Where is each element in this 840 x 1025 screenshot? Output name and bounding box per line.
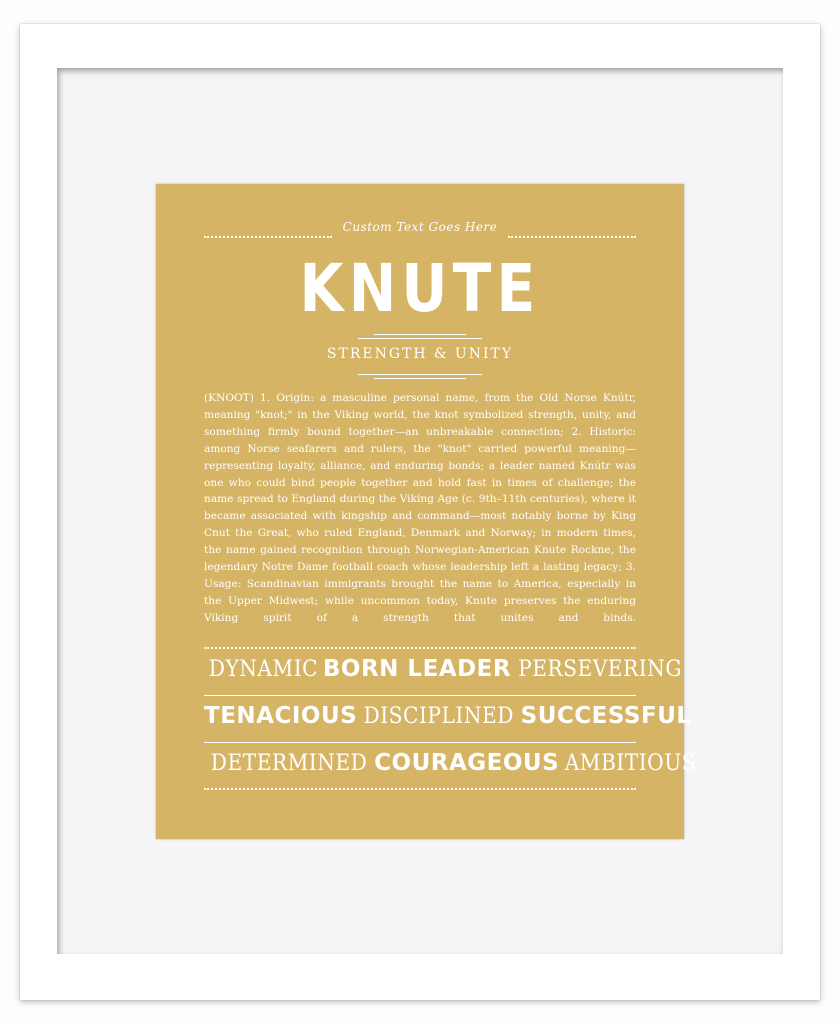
subtitle: STRENGTH & UNITY [326,346,514,362]
trait-word: DETERMINED [210,751,368,776]
name-print [156,184,697,839]
dotted-divider-traits-bottom [204,788,636,790]
traits-rule-1 [204,695,636,696]
subtitle-rule-long [358,374,482,375]
title-rule-long [358,338,482,339]
dotted-divider-traits-top [204,647,636,649]
trait-word: TENACIOUS [204,703,358,729]
trait-word: SUCCESSFUL [520,703,692,729]
traits-row-3 [204,750,697,784]
frame-mat [57,68,783,954]
dotted-divider-right [508,236,636,238]
trait-word: DYNAMIC [208,657,319,682]
traits-row-2 [204,703,692,737]
custom-text-row [204,220,636,244]
dotted-divider-left [204,236,332,238]
subtitle-rule [374,378,466,379]
name-definition: (KNOOT) 1. Origin: a masculine personal name, from the Old Norse Knútr, meaning "knot;" in the Viking world, the knot symbolized strength, unity, and something firmly bound together—an unbreakable connection; 2. Historic: among Norse seafarers and rulers, the "knot" carried powerful meaning—representing loyalty, alliance, and enduring bonds; a leader named Knútr was one who could bind people together and hold fast in times of challenge; the name spread to England during the Viking Age (c. 9th–11th centuries), where it became associated with kingship and command—most notably borne by King Cnut the Great, who ruled England, Denmark and Norway; in modern times, the name gained recognition through Norwegian-American Knute Rockne, the legendary Notre Dame football coach whose leadership left a lasting legacy; 3. Usage: Scandinavian immigrants brought the name to America, especially in the Upper Midwest; while uncommon today, Knute preserves the enduring Viking spirit of a strength that unites and binds. [204,392,636,624]
name-title: KNUTE [299,250,541,327]
trait-word: AMBITIOUS [564,751,697,776]
picture-frame [20,24,820,1000]
traits-row-1 [204,656,683,690]
trait-word: BORN LEADER [322,656,512,682]
traits-rule-2 [204,742,636,743]
trait-word: PERSEVERING [518,657,683,682]
trait-word: DISCIPLINED [363,704,515,729]
custom-text: Custom Text Goes Here [342,220,498,234]
title-rule [374,334,466,335]
trait-word: COURAGEOUS [374,750,560,776]
